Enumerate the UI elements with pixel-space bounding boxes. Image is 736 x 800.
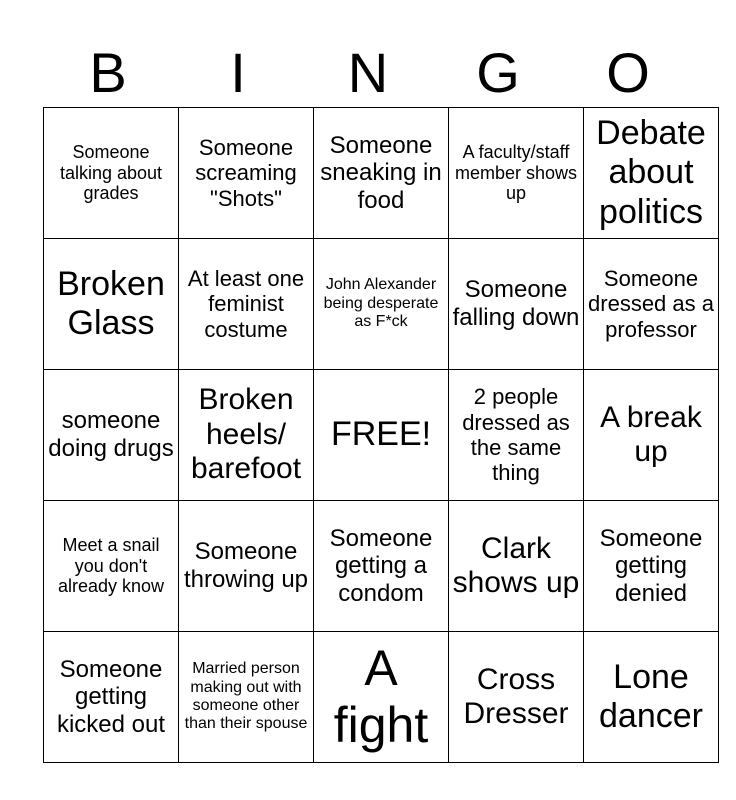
bingo-cell[interactable]: Debate about politics: [584, 108, 719, 239]
grid-row: [44, 108, 719, 239]
bingo-cell[interactable]: Broken heels/ barefoot: [179, 370, 314, 501]
bingo-cell[interactable]: Someone getting denied: [584, 501, 719, 632]
bingo-cell[interactable]: 2 people dressed as the same thing: [449, 370, 584, 501]
bingo-cell[interactable]: Meet a snail you don't already know: [44, 501, 179, 632]
bingo-cell free-space[interactable]: FREE!: [314, 370, 449, 501]
bingo-cell[interactable]: A break up: [584, 370, 719, 501]
bingo-cell[interactable]: Lone dancer: [584, 632, 719, 763]
header-letter-b: B: [89, 41, 127, 104]
header-letter-n: N: [347, 41, 389, 104]
bingo-cell[interactable]: At least one feminist costume: [179, 239, 314, 370]
grid-row: [44, 239, 719, 370]
bingo-cell[interactable]: Someone sneaking in food: [314, 108, 449, 239]
bingo-grid: [43, 107, 719, 763]
bingo-cell[interactable]: someone doing drugs: [44, 370, 179, 501]
grid-row: [44, 501, 719, 632]
header-letter-o: O: [606, 41, 650, 104]
bingo-cell[interactable]: A faculty/staff member shows up: [449, 108, 584, 239]
bingo-cell[interactable]: Someone falling down: [449, 239, 584, 370]
bingo-cell[interactable]: Someone throwing up: [179, 501, 314, 632]
header-letter-i: I: [230, 41, 246, 104]
bingo-cell[interactable]: Married person making out with someone other than their spouse: [179, 632, 314, 763]
bingo-header: [43, 38, 693, 108]
grid-row: [44, 370, 719, 501]
bingo-cell[interactable]: Someone getting kicked out: [44, 632, 179, 763]
header-letter-g: G: [476, 41, 520, 104]
bingo-cell[interactable]: Someone screaming "Shots": [179, 108, 314, 239]
bingo-cell[interactable]: Cross Dresser: [449, 632, 584, 763]
bingo-cell[interactable]: Someone dressed as a professor: [584, 239, 719, 370]
bingo-cell[interactable]: Someone getting a condom: [314, 501, 449, 632]
bingo-cell[interactable]: Someone talking about grades: [44, 108, 179, 239]
bingo-cell[interactable]: Broken Glass: [44, 239, 179, 370]
bingo-cell[interactable]: Clark shows up: [449, 501, 584, 632]
bingo-cell[interactable]: John Alexander being desperate as F*ck: [314, 239, 449, 370]
grid-row: [44, 632, 719, 763]
bingo-cell[interactable]: A fight: [314, 632, 449, 763]
